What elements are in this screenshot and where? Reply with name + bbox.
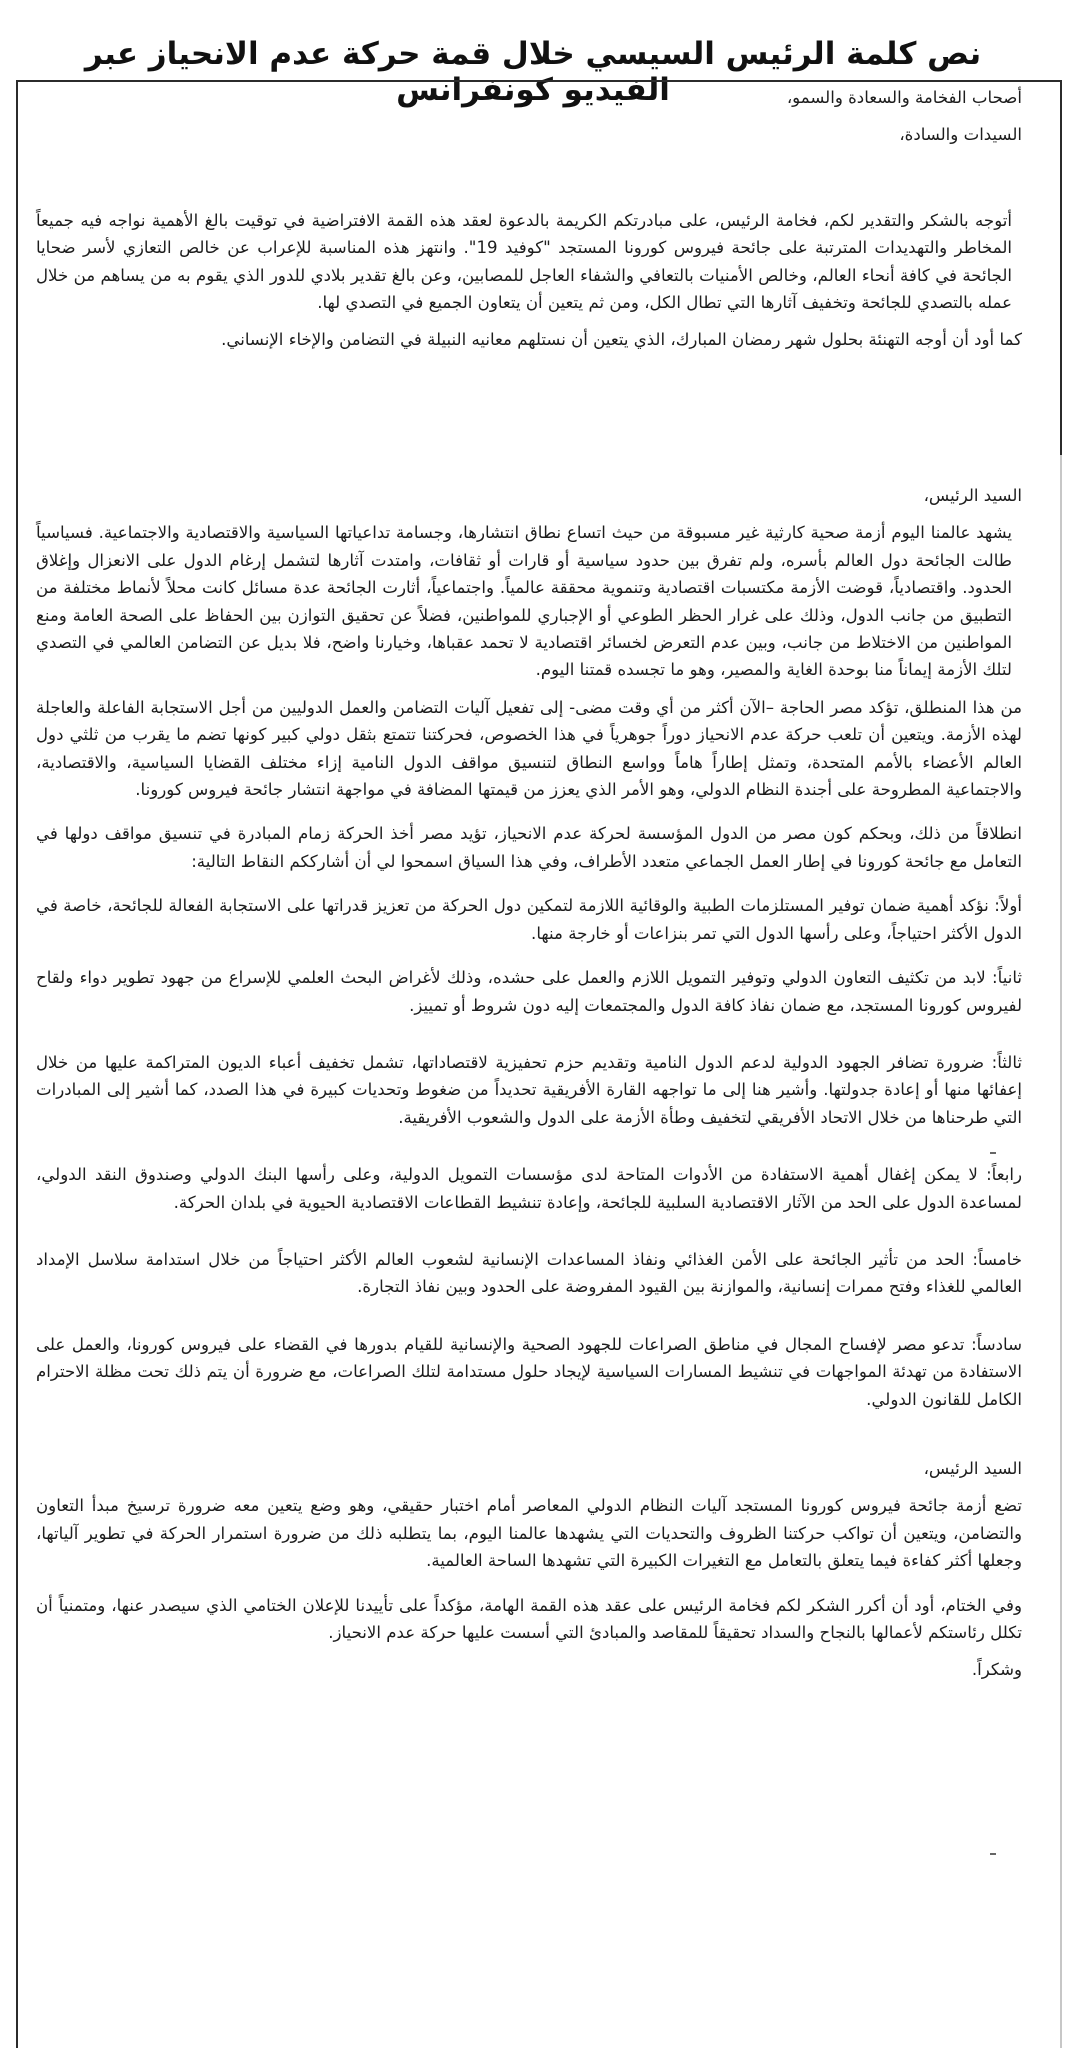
paragraph: تضع أزمة جائحة فيروس كورونا المستجد آليات النظام الدولي المعاصر أمام اختبار حقيقي، وهو وضع يتعين معه ضرورة ترسيخ مبدأ التعاون والتضامن، ويتعين أن تواكب حركتنا الظروف والتحديات التي يشهدها عالمنا اليوم، بما يتطلبه ذلك من ضرورة استمرار الحركة في تطوير آلياتها، وجعلها أكثر كفاءة فيما يتعلق بالتعامل مع التغيرات الكبيرة التي تشهدها الساحة العالمية. — [36, 1496, 1022, 1571]
paragraph: كما أود أن أوجه التهنئة بحلول شهر رمضان المبارك، الذي يتعين أن نستلهم معانيه النبيلة في التضامن والإخاء الإنساني. — [221, 330, 1022, 350]
document-title: نص كلمة الرئيس السيسي خلال قمة حركة عدم الانحياز عبر الفيديو كونفرانس — [84, 36, 982, 108]
paragraph: أتوجه بالشكر والتقدير لكم، فخامة الرئيس، على مبادرتكم الكريمة بالدعوة لعقد هذه القمة الافتراضية في توقيت بالغ الأهمية نواجه فيه جميعاً المخاطر والتهديدات المترتبة على جائحة فيروس كورونا المستجد "كوفيد 19". وانتهز هذه المناسبة للإعراب عن خالص التعازي لأسر ضحايا الجائحة في كافة أنحاء العالم، وخالص الأمنيات بالتعافي والشفاء العاجل للمصابين، وعن بالغ تقدير بلادي للدور الذي يقوم به من يساهم من خلال عمله بالتصدي للجائحة وتخفيف آثارها التي تطال الكل، ومن ثم يتعين أن يتعاون الجميع في التصدي لها. — [36, 210, 1012, 313]
separator-mark — [990, 1853, 996, 1855]
paragraph: وفي الختام، أود أن أكرر الشكر لكم فخامة الرئيس على عقد هذه القمة الهامة، مؤكداً على تأييدنا للإعلان الختامي الذي سيصدر عنها، ومتمنياً أن تكلل رئاستكم لأعمالها بالنجاح والسداد تحقيقاً للمقاصد والمبادئ التي أسست عليها حركة عدم الانحياز. — [36, 1595, 1022, 1642]
paragraph: انطلاقاً من ذلك، وبحكم كون مصر من الدول المؤسسة لحركة عدم الانحياز، تؤيد مصر أخذ الحركة زمام المبادرة في تنسيق مواقف دولها في التعامل مع جائحة كورونا في إطار العمل الجماعي متعدد الأطراف، وفي هذا السياق اسمحوا لي أن أشارككم النقاط التالية: — [36, 824, 1022, 871]
salutation-line: أصحاب الفخامة والسعادة والسمو، — [786, 88, 1022, 107]
paragraph: رابعاً: لا يمكن إغفال أهمية الاستفادة من الأدوات المتاحة لدى مؤسسات التمويل الدولية، وعلى رأسها البنك الدولي وصندوق النقد الدولي، لمساعدة الدول على الحد من الآثار الاقتصادية السلبية للجائحة، وإعادة تنشيط القطاعات الاقتصادية الحيوية في بلدان الحركة. — [36, 1165, 1022, 1212]
speech-body-section — [36, 482, 1022, 1684]
address-line: السيد الرئيس، — [923, 1458, 1022, 1478]
paragraph: سادساً: تدعو مصر لإفساح المجال في مناطق الصراعات للجهود الصحية والإنسانية للقيام بدورها في القضاء على فيروس كورونا، والعمل على الاستفادة من تهدئة المواجهات في تنشيط المسارات السياسية لإيجاد حلول مستدامة لتلك الصراعات، مع ضرورة أن يتم ذلك تحت مظلة الاحترام الكامل للقانون الدولي. — [36, 1334, 1022, 1409]
separator-mark — [990, 1152, 996, 1154]
paragraph: خامساً: الحد من تأثير الجائحة على الأمن الغذائي ونفاذ المساعدات الإنسانية لشعوب العالم الأكثر احتياجاً من خلال استدامة سلاسل الإمداد العالمي للغذاء وفتح ممرات إنسانية، والموازنة بين القيود المفروضة على الحدود وبين نفاذ التجارة. — [36, 1249, 1022, 1297]
closing-line: وشكراً. — [971, 1660, 1022, 1680]
salutation-line: السيدات والسادة، — [899, 125, 1022, 145]
paragraph: يشهد عالمنا اليوم أزمة صحية كارثية غير مسبوقة من حيث اتساع نطاق انتشارها، وجسامة تداعياتها السياسية والاقتصادية والاجتماعية. فسياسياً طالت الجائحة دول العالم بأسره، ولم تفرق بين حدود سياسية أو قارات أو ثقافات، وامتدت آثارها لتشمل إرغام الدول على الانعزال وإغلاق الحدود. واقتصادياً، قوضت الأزمة مكتسبات اقتصادية وتنموية محققة عالمياً. واجتماعياً، أثارت الجائحة عدة مسائل كانت محلاً لأنماط مختلفة من التطبيق من جانب الدول، وذلك على غرار الحظر الطوعي أو الإجباري للمواطنين، فضلاً عن تحقيق التوازن بين الحفاظ على الصحة العامة ومنع المواطنين من الاختلاط من جانب، وبين عدم التعرض لخسائر اقتصادية لا تحمد عقباها، وخيارنا واضح، فلا بديل عن التضامن العالمي في التصدي لتلك الأزمة إيماناً منا بوحدة الغاية والمصير، وهو ما تجسده قمتنا اليوم. — [36, 523, 1012, 680]
paragraph: ثالثاً: ضرورة تضافر الجهود الدولية لدعم الدول النامية وتقديم حزم تحفيزية لاقتصاداتها، تشمل تخفيف أعباء الديون المتراكمة عليها من خلال إعفائها منها أو إعادة جدولتها. وأشير هنا إلى ما تواجهه القارة الأفريقية تحديداً من ضغوط وتحديات كبيرة في هذا الصدد، كما أشير إلى المبادرات التي طرحناها من خلال الاتحاد الأفريقي لتخفيف وطأة الأزمة على الدول والشعوب الأفريقية. — [36, 1052, 1022, 1127]
paragraph: من هذا المنطلق، تؤكد مصر الحاجة –الآن أكثر من أي وقت مضى- إلى تفعيل آليات التضامن والعمل الدوليين من أجل الاستجابة الفاعلة والعاجلة لهذه الأزمة. ويتعين أن تلعب حركة عدم الانحياز دوراً جوهرياً في هذا الخصوص، فحركتنا تتمتع بثقل دولي كبير كونها تضم ما يقرب من ثلثي دول العالم الأعضاء بالأمم المتحدة، وتمثل إطاراً هاماً وواسع النطاق لتنسيق مواقف الدول النامية إزاء مختلف القضايا السياسية، والاقتصادية، والاجتماعية المطروحة على أجندة النظام الدولي، وهو الأمر الذي يعزز من قيمتها المضافة في مواجهة انتشار جائحة فيروس كورونا. — [36, 697, 1022, 800]
address-line: السيد الرئيس، — [923, 486, 1022, 505]
speech-opening-section — [36, 84, 1022, 354]
paragraph: ثانياً: لابد من تكثيف التعاون الدولي وتوفير التمويل اللازم والعمل على حشده، وذلك لأغراض البحث العلمي للإسراع من جهود تطوير دواء ولقاح لفيروس كورونا المستجد، مع ضمان نفاذ كافة الدول والمجتمعات إليه دون شروط أو تمييز. — [36, 968, 1022, 1015]
paragraph: أولاً: نؤكد أهمية ضمان توفير المستلزمات الطبية والوقائية اللازمة لتمكين دول الحركة من تعزيز قدراتها على الاستجابة الفعالة للجائحة، خاصة في الدول الأكثر احتياجاً، وعلى رأسها الدول التي تمر بنزاعات أو خارجة منها. — [36, 896, 1022, 943]
